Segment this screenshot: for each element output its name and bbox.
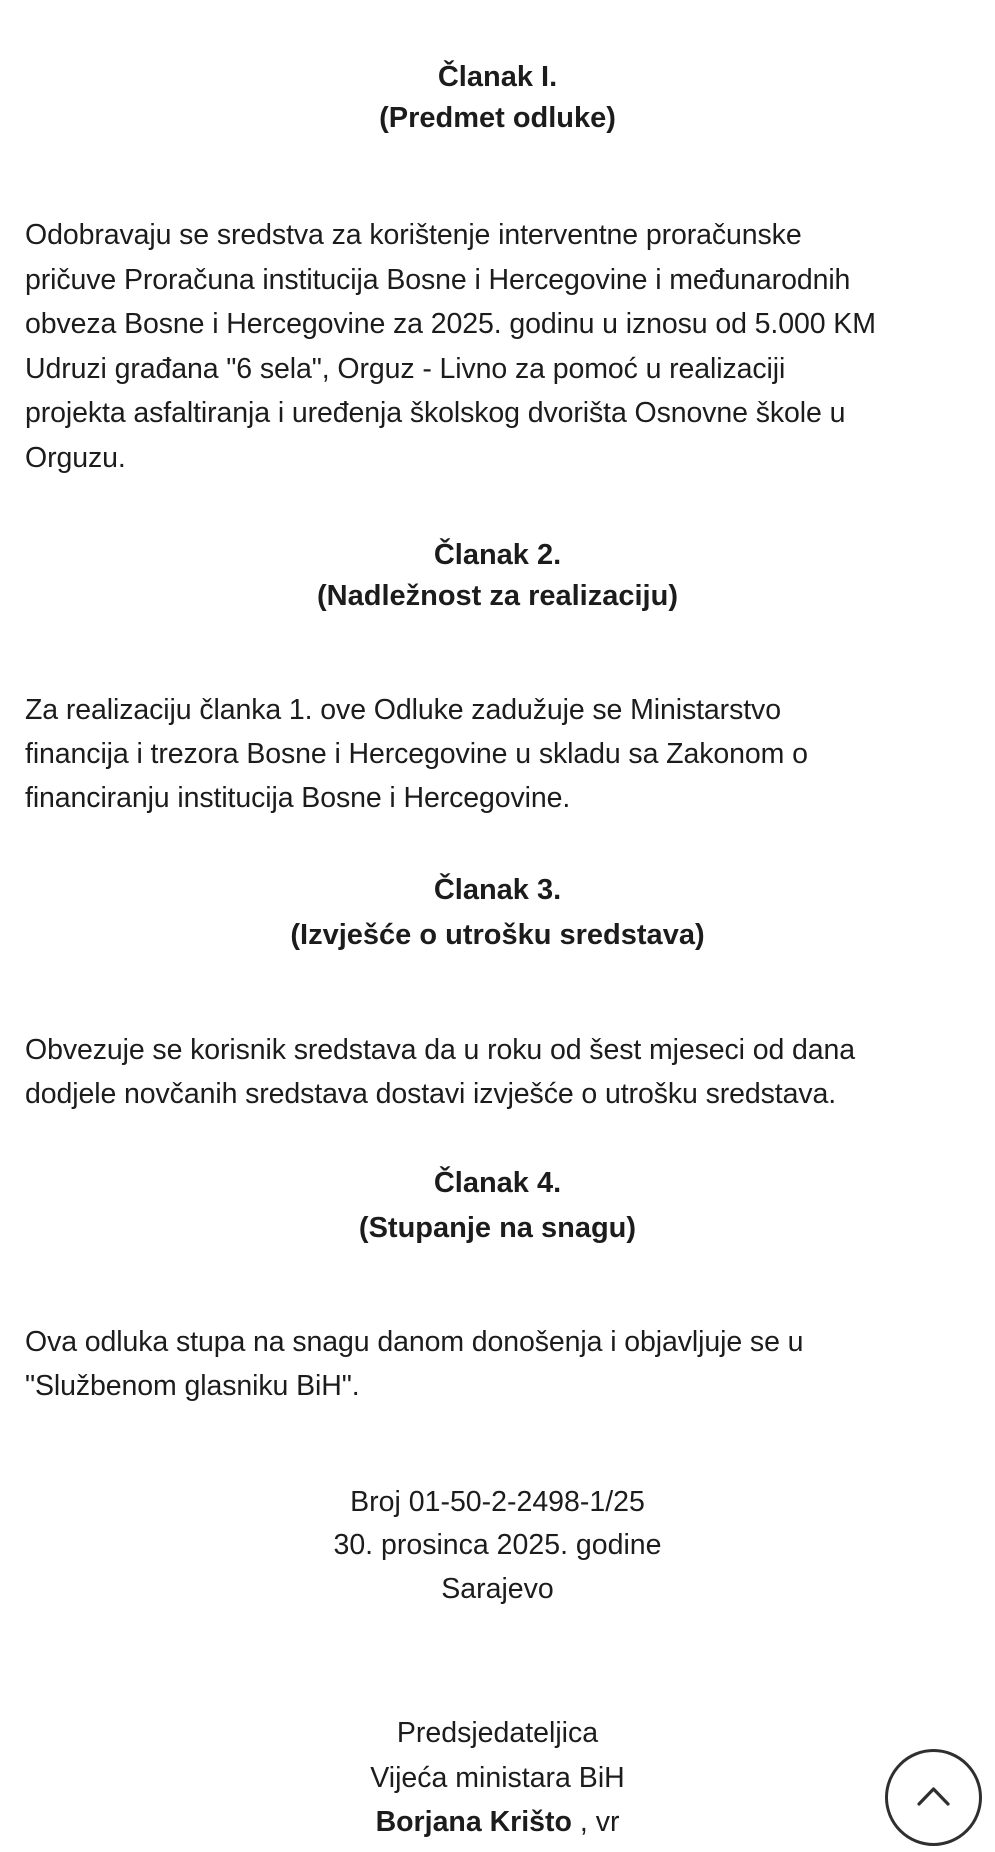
document-date: 30. prosinca 2025. godine (333, 1529, 662, 1561)
article-2-line: financiranju institucija Bosne i Hercegovine. (25, 782, 571, 814)
document-number: Broj 01-50-2-2498-1/25 (350, 1486, 645, 1518)
scroll-to-top-button[interactable] (885, 1749, 982, 1846)
chevron-up-icon (888, 1752, 979, 1843)
signature-line (0, 1800, 995, 1844)
article-1-title: Članak I. (437, 61, 558, 93)
document-place: Sarajevo (441, 1573, 554, 1605)
article-4-title: Članak 4. (433, 1167, 562, 1199)
article-2-line: financija i trezora Bosne i Hercegovine u skladu sa Zakonom o (25, 738, 808, 770)
article-1-line: Udruzi građana "6 sela", Orguz - Livno za pomoć u realizaciji (25, 353, 786, 385)
article-3-line: Obvezuje se korisnik sredstava da u roku od šest mjeseci od dana (25, 1034, 856, 1066)
article-1-subtitle: (Predmet odluke) (379, 102, 616, 134)
article-1-line: projekta asfaltiranja i uređenja školskog dvorišta Osnovne škole u (25, 397, 846, 429)
article-2-title: Članak 2. (433, 539, 562, 571)
article-3-line: dodjele novčanih sredstava dostavi izvješće o utrošku sredstava. (25, 1078, 837, 1110)
signature-body: Vijeća ministara BiH (370, 1762, 625, 1794)
article-2-subtitle: (Nadležnost za realizaciju) (317, 580, 678, 612)
article-1-line: Orguzu. (25, 442, 126, 474)
article-1-line: pričuve Proračuna institucija Bosne i Hercegovine i međunarodnih (25, 264, 851, 296)
article-4-line: Ova odluka stupa na snagu danom donošenja i objavljuje se u (25, 1326, 804, 1358)
signature-role: Predsjedateljica (396, 1717, 599, 1749)
article-4-line: "Službenom glasniku BiH". (25, 1370, 360, 1402)
article-3-subtitle: (Izvješće o utrošku sredstava) (290, 919, 705, 951)
article-3-title: Članak 3. (433, 874, 562, 906)
signature-suffix: , vr (571, 1806, 620, 1838)
article-1-line: obveza Bosne i Hercegovine za 2025. godinu u iznosu od 5.000 KM (25, 308, 876, 340)
article-1-line: Odobravaju se sredstva za korištenje interventne proračunske (25, 219, 802, 251)
article-4-subtitle: (Stupanje na snagu) (358, 1212, 637, 1244)
article-2-line: Za realizaciju članka 1. ove Odluke zadužuje se Ministarstvo (25, 694, 781, 726)
signature-name: Borjana Krišto (375, 1806, 572, 1838)
